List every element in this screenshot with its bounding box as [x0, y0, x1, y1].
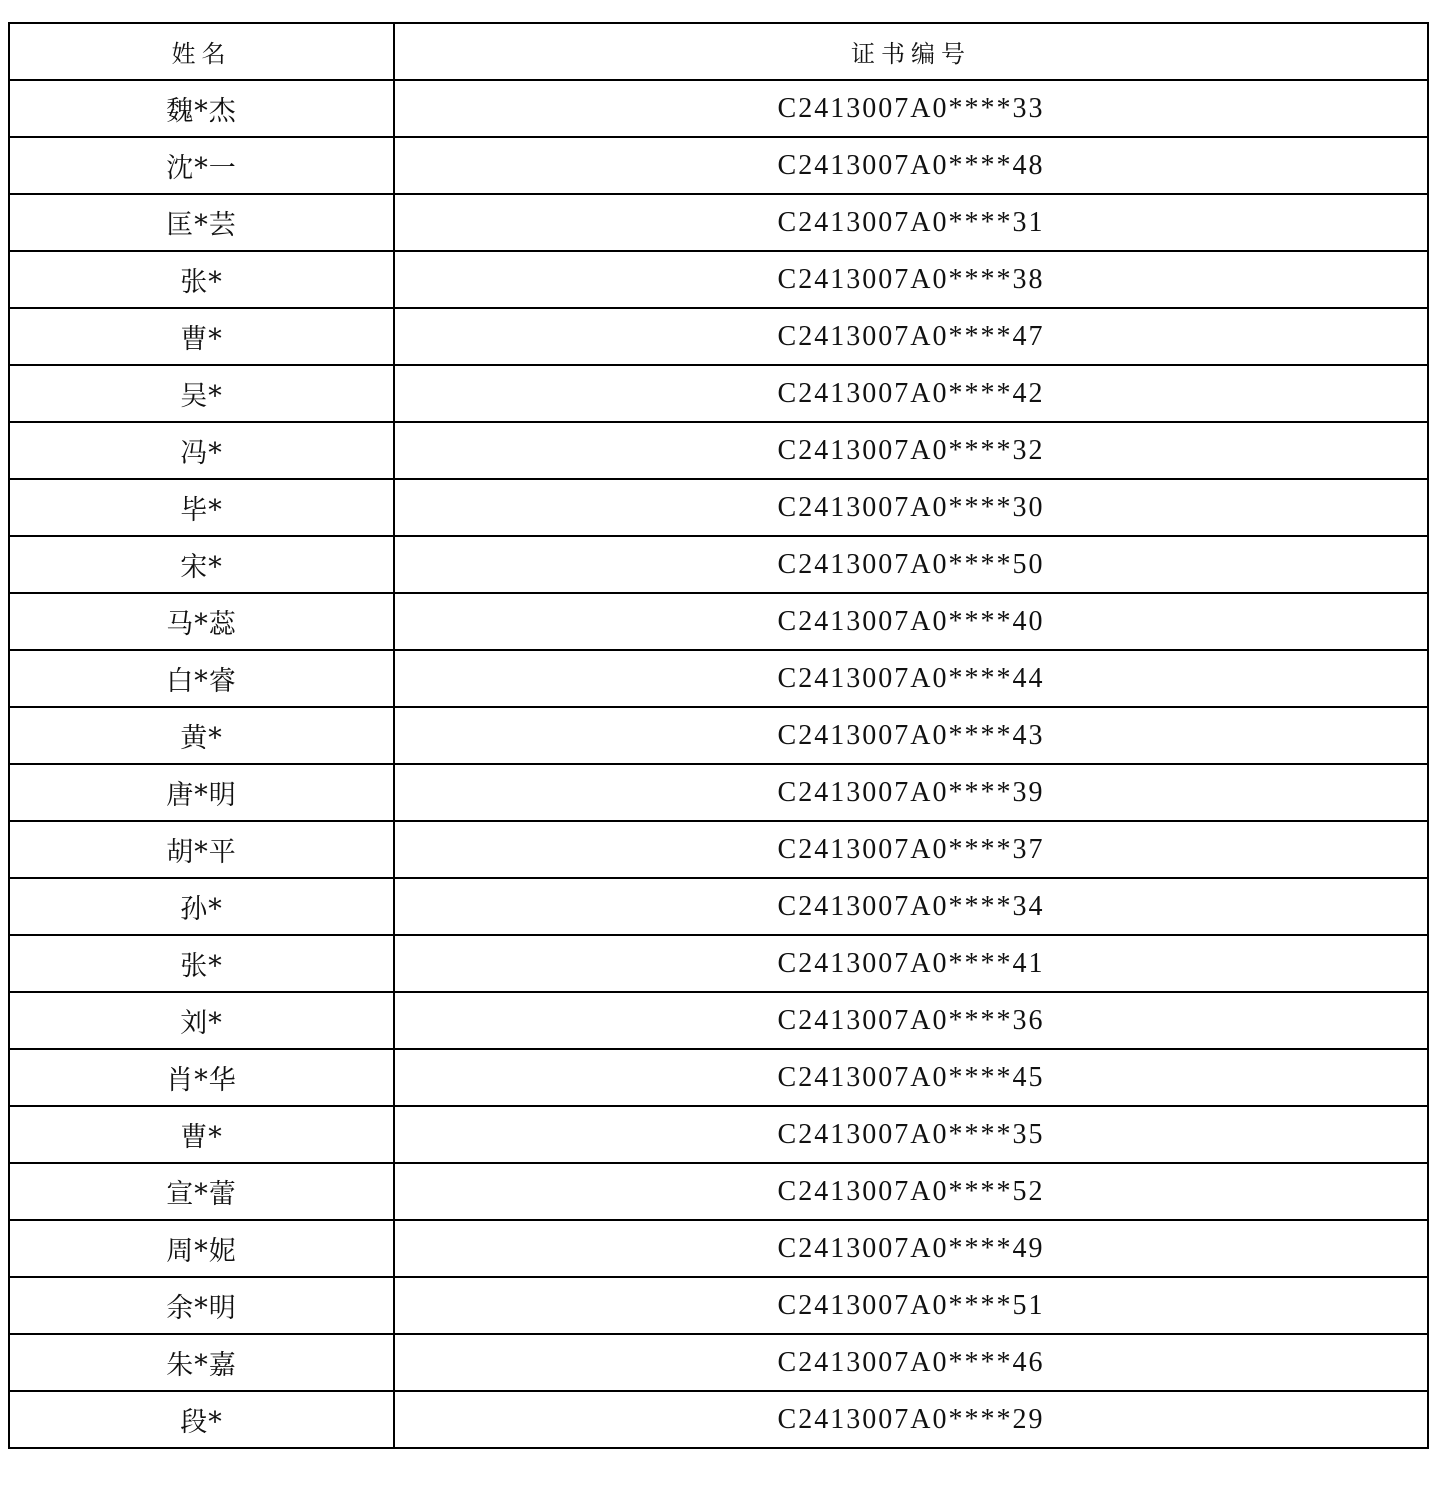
- table-row: [9, 365, 1428, 422]
- name-cell: 胡*平: [9, 821, 394, 878]
- table-row: [9, 308, 1428, 365]
- cert-number-cell: C2413007A0****46: [394, 1334, 1428, 1391]
- cert-number-cell: C2413007A0****43: [394, 707, 1428, 764]
- table-row: [9, 821, 1428, 878]
- cert-number-cell: C2413007A0****29: [394, 1391, 1428, 1448]
- table-row: [9, 137, 1428, 194]
- name-cell: 段*: [9, 1391, 394, 1448]
- name-cell: 毕*: [9, 479, 394, 536]
- name-cell: 宣*蕾: [9, 1163, 394, 1220]
- table-row: [9, 251, 1428, 308]
- cert-number-cell: C2413007A0****35: [394, 1106, 1428, 1163]
- name-cell: 朱*嘉: [9, 1334, 394, 1391]
- cert-number-cell: C2413007A0****52: [394, 1163, 1428, 1220]
- cert-number-cell: C2413007A0****44: [394, 650, 1428, 707]
- cert-number-cell: C2413007A0****39: [394, 764, 1428, 821]
- table-row: [9, 1106, 1428, 1163]
- column-header-cert: 证书编号: [394, 23, 1428, 80]
- cert-number-cell: C2413007A0****32: [394, 422, 1428, 479]
- table-row: [9, 194, 1428, 251]
- name-cell: 周*妮: [9, 1220, 394, 1277]
- table-row: [9, 935, 1428, 992]
- cert-number-cell: C2413007A0****45: [394, 1049, 1428, 1106]
- table-row: [9, 80, 1428, 137]
- name-cell: 张*: [9, 251, 394, 308]
- name-cell: 吴*: [9, 365, 394, 422]
- name-cell: 肖*华: [9, 1049, 394, 1106]
- table-row: [9, 650, 1428, 707]
- table-row: [9, 707, 1428, 764]
- name-cell: 曹*: [9, 1106, 394, 1163]
- name-cell: 马*蕊: [9, 593, 394, 650]
- column-header-name: 姓名: [9, 23, 394, 80]
- table-row: [9, 764, 1428, 821]
- cert-number-cell: C2413007A0****37: [394, 821, 1428, 878]
- cert-number-cell: C2413007A0****50: [394, 536, 1428, 593]
- cert-number-cell: C2413007A0****38: [394, 251, 1428, 308]
- cert-number-cell: C2413007A0****49: [394, 1220, 1428, 1277]
- table-row: [9, 1220, 1428, 1277]
- name-cell: 冯*: [9, 422, 394, 479]
- name-cell: 曹*: [9, 308, 394, 365]
- name-cell: 宋*: [9, 536, 394, 593]
- table-row: [9, 1334, 1428, 1391]
- table-row: [9, 878, 1428, 935]
- cert-number-cell: C2413007A0****47: [394, 308, 1428, 365]
- cert-number-cell: C2413007A0****33: [394, 80, 1428, 137]
- name-cell: 魏*杰: [9, 80, 394, 137]
- name-cell: 沈*一: [9, 137, 394, 194]
- table-row: [9, 1049, 1428, 1106]
- cert-number-cell: C2413007A0****42: [394, 365, 1428, 422]
- table-row: [9, 992, 1428, 1049]
- table-row: [9, 1163, 1428, 1220]
- name-cell: 张*: [9, 935, 394, 992]
- cert-number-cell: C2413007A0****34: [394, 878, 1428, 935]
- name-cell: 孙*: [9, 878, 394, 935]
- name-cell: 黄*: [9, 707, 394, 764]
- name-cell: 刘*: [9, 992, 394, 1049]
- certificate-table: [8, 22, 1429, 1449]
- cert-number-cell: C2413007A0****31: [394, 194, 1428, 251]
- table-row: [9, 422, 1428, 479]
- cert-number-cell: C2413007A0****40: [394, 593, 1428, 650]
- table-row: [9, 536, 1428, 593]
- cert-number-cell: C2413007A0****48: [394, 137, 1428, 194]
- name-cell: 余*明: [9, 1277, 394, 1334]
- table-row: [9, 1391, 1428, 1448]
- table-row: [9, 479, 1428, 536]
- name-cell: 匡*芸: [9, 194, 394, 251]
- name-cell: 唐*明: [9, 764, 394, 821]
- cert-number-cell: C2413007A0****30: [394, 479, 1428, 536]
- cert-number-cell: C2413007A0****41: [394, 935, 1428, 992]
- table-header-row: [9, 23, 1428, 80]
- name-cell: 白*睿: [9, 650, 394, 707]
- cert-number-cell: C2413007A0****51: [394, 1277, 1428, 1334]
- cert-number-cell: C2413007A0****36: [394, 992, 1428, 1049]
- table-row: [9, 1277, 1428, 1334]
- table-row: [9, 593, 1428, 650]
